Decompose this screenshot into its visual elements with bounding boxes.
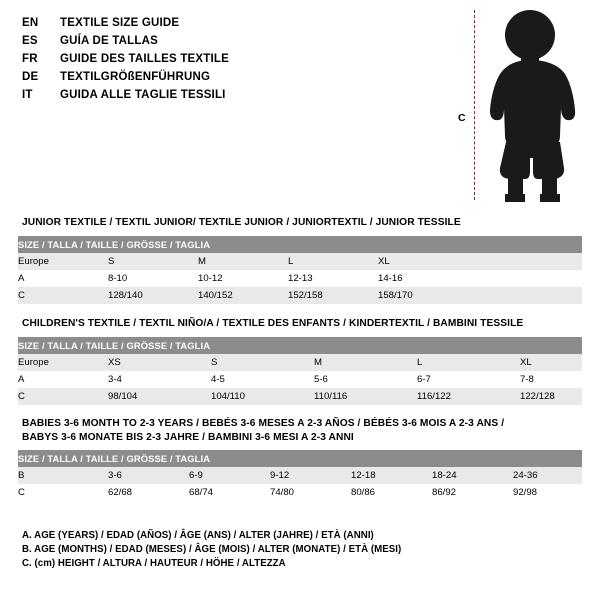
row-label: Europe [18, 357, 49, 368]
child-silhouette-icon [478, 8, 588, 204]
row-label: C [18, 487, 25, 498]
language-row [22, 32, 442, 50]
cell: S [108, 256, 115, 267]
row-label: C [18, 290, 25, 301]
cell: S [211, 357, 218, 368]
cell: 74/80 [270, 487, 295, 498]
cell: 5-6 [314, 374, 328, 385]
legend-line-b: B. AGE (MONTHS) / EDAD (MESES) / ÂGE (MOIS) / ALTER (MONATE) / ETÀ (MESI) [22, 544, 402, 555]
measurement-figure [450, 8, 595, 203]
language-code: IT [22, 89, 33, 101]
table-row [18, 371, 582, 388]
section-title-junior: JUNIOR TEXTILE / TEXTIL JUNIOR/ TEXTILE JUNIOR / JUNIORTEXTIL / JUNIOR TESSILE [22, 217, 461, 228]
legend-line-c: C. (cm) HEIGHT / ALTURA / HAUTEUR / HÖHE / ALTEZZA [22, 558, 286, 569]
cell: 104/110 [211, 391, 245, 402]
row-label: A [18, 374, 25, 385]
cell: 116/122 [417, 391, 451, 402]
cell: 158/170 [378, 290, 413, 301]
table-band-row [18, 450, 582, 467]
table-row [18, 253, 582, 270]
table-row [18, 270, 582, 287]
language-code: ES [22, 35, 38, 47]
language-row [22, 50, 442, 68]
language-code: FR [22, 53, 38, 65]
language-row [22, 14, 442, 32]
cell: 7-8 [520, 374, 534, 385]
cell: L [417, 357, 423, 368]
cell: 24-36 [513, 470, 538, 481]
cell: 9-12 [270, 470, 290, 481]
cell: 12-13 [288, 273, 313, 284]
language-title: GUIDA ALLE TAGLIE TESSILI [60, 89, 226, 101]
cell: 10-12 [198, 273, 223, 284]
cell: 80/86 [351, 487, 376, 498]
cell: 62/68 [108, 487, 133, 498]
table-row [18, 354, 582, 371]
cell: M [198, 256, 206, 267]
row-label: Europe [18, 256, 49, 267]
cell: 12-18 [351, 470, 376, 481]
table-row [18, 287, 582, 304]
cell: 140/152 [198, 290, 233, 301]
band-label: SIZE / TALLA / TAILLE / GRÖSSE / TAGLIA [18, 453, 211, 464]
cell: 14-16 [378, 273, 403, 284]
cell: 4-5 [211, 374, 225, 385]
language-code: DE [22, 71, 39, 83]
height-guide-line [474, 10, 475, 200]
language-title: TEXTILE SIZE GUIDE [60, 17, 180, 29]
language-title: GUIDE DES TAILLES TEXTILE [60, 53, 229, 65]
cell: XS [108, 357, 121, 368]
cell: 92/98 [513, 487, 538, 498]
row-label: A [18, 273, 25, 284]
table-row [18, 484, 582, 501]
cell: M [314, 357, 322, 368]
table-children [18, 337, 582, 405]
table-row [18, 467, 582, 484]
cell: L [288, 256, 294, 267]
table-junior [18, 236, 582, 304]
language-row [22, 86, 442, 104]
table-band-row [18, 337, 582, 354]
section-title-children: CHILDREN'S TEXTILE / TEXTIL NIÑO/A / TEXTILE DES ENFANTS / KINDERTEXTIL / BAMBINI TESSILE [22, 318, 524, 329]
language-title: TEXTILGRÖßENFÜHRUNG [60, 71, 211, 83]
measure-label-c: C [458, 112, 466, 124]
cell: 128/140 [108, 290, 143, 301]
row-label: B [18, 470, 25, 481]
cell: 3-4 [108, 374, 122, 385]
legend-block [22, 529, 582, 571]
cell: 152/158 [288, 290, 323, 301]
cell: 98/104 [108, 391, 138, 402]
legend-line-a: A. AGE (YEARS) / EDAD (AÑOS) / ÂGE (ANS) / ALTER (JAHRE) / ETÀ (ANNI) [22, 530, 374, 541]
cell: 18-24 [432, 470, 457, 481]
cell: 110/116 [314, 391, 348, 402]
cell: 6-7 [417, 374, 431, 385]
cell: XL [378, 256, 390, 267]
table-row [18, 388, 582, 405]
cell: 6-9 [189, 470, 203, 481]
language-code: EN [22, 17, 39, 29]
cell: 86/92 [432, 487, 457, 498]
language-title: GUÍA DE TALLAS [60, 35, 158, 47]
language-row [22, 68, 442, 86]
cell: XL [520, 357, 532, 368]
cell: 122/128 [520, 391, 555, 402]
band-label: SIZE / TALLA / TAILLE / GRÖSSE / TAGLIA [18, 239, 211, 250]
section-title-babies-line1: BABIES 3-6 MONTH TO 2-3 YEARS / BEBÉS 3-6 MESES A 2-3 AÑOS / BÉBÉS 3-6 MOIS A 2-3 ANS / [22, 418, 505, 429]
language-title-block [22, 14, 442, 104]
band-label: SIZE / TALLA / TAILLE / GRÖSSE / TAGLIA [18, 340, 211, 351]
cell: 8-10 [108, 273, 128, 284]
section-title-babies-line2: BABYS 3-6 MONATE BIS 2-3 JAHRE / BAMBINI 3-6 MESI A 2-3 ANNI [22, 432, 354, 443]
table-babies [18, 450, 582, 501]
cell: 3-6 [108, 470, 122, 481]
table-band-row [18, 236, 582, 253]
cell: 68/74 [189, 487, 214, 498]
row-label: C [18, 391, 25, 402]
